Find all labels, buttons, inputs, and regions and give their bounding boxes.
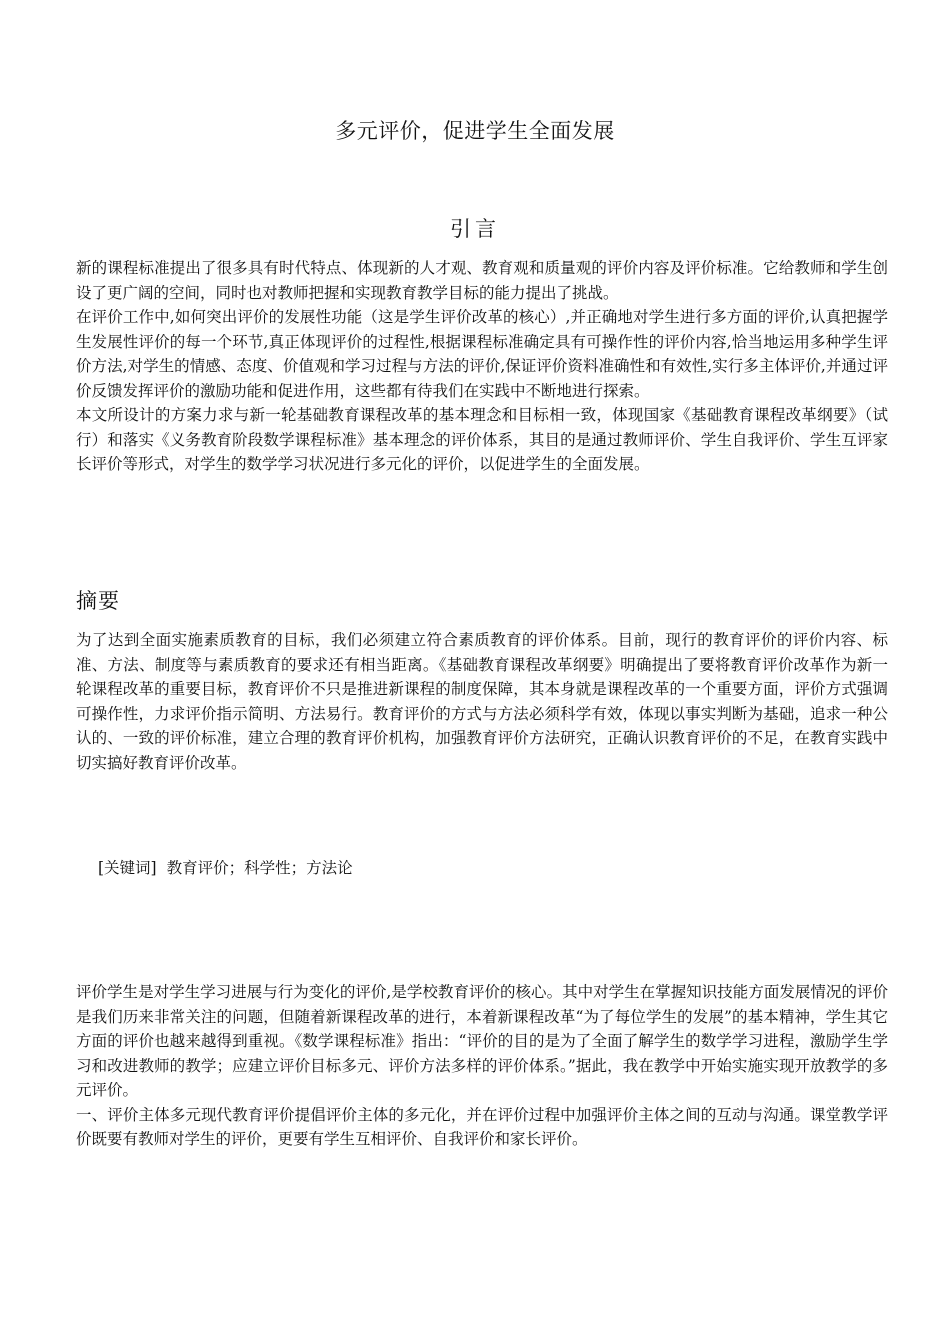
keywords-value: 教育评价；科学性；方法论 [166,859,353,877]
introduction-body [76,256,888,477]
document-title: 多元评价，促进学生全面发展 [335,119,615,143]
introduction-paragraph: 本文所设计的方案力求与新一轮基础教育课程改革的基本理念和目标相一致，体现国家《基础教育课程改革纲要》（试行）和落实《义务教育阶段数学课程标准》基本理念的评价体系，其目的是通过教师评价、学生自我评价、学生互评家长评价等形式，对学生的数学学习状况进行多元化的评价，以促进学生的全面发展。 [76,406,888,473]
keywords-label: [关键词] [98,859,157,877]
keywords-line [98,856,353,880]
introduction-heading: 引言 [450,217,500,241]
introduction-paragraph: 新的课程标准提出了很多具有时代特点、体现新的人才观、教育观和质量观的评价内容及评价标准。它给教师和学生创设了更广阔的空间，同时也对教师把握和实现教育教学目标的能力提出了挑战。 [76,259,888,302]
abstract-heading: 摘要 [76,589,120,613]
abstract-paragraph: 为了达到全面实施素质教育的目标，我们必须建立符合素质教育的评价体系。目前，现行的教育评价的评价内容、标准、方法、制度等与素质教育的要求还有相当距离。《基础教育课程改革纲要》明确提出了要将教育评价改革作为新一轮课程改革的重要目标，教育评价不只是推进新课程的制度保障，其本身就是课程改革的一个重要方面，评价方式强调可操作性，力求评价指示简明、方法易行。教育评价的方式与方法必须科学有效，体现以事实判断为基础，追求一种公认的、一致的评价标准，建立合理的教育评价机构，加强教育评价方法研究，正确认识教育评价的不足，在教育实践中切实搞好教育评价改革。 [76,631,888,772]
main-body [76,980,888,1152]
abstract-body [76,628,888,775]
body-paragraph: 一、评价主体多元现代教育评价提倡评价主体的多元化，并在评价过程中加强评价主体之间的互动与沟通。课堂教学评价既要有教师对学生的评价，更要有学生互相评价、自我评价和家长评价。 [76,1105,888,1148]
body-paragraph: 评价学生是对学生学习进展与行为变化的评价,是学校教育评价的核心。其中对学生在掌握知识技能方面发展情况的评价是我们历来非常关注的问题，但随着新课程改革的进行，本着新课程改革“为了每位学生的发展”的基本精神，学生其它方面的评价也越来越得到重视。《数学课程标准》指出：“评价的目的是为了全面了解学生的数学学习进程，激励学生学习和改进教师的教学；应建立评价目标多元、评价方法多样的评价体系。”据此，我在教学中开始实施实现开放教学的多元评价。 [76,983,888,1099]
introduction-paragraph: 在评价工作中,如何突出评价的发展性功能（这是学生评价改革的核心）,并正确地对学生进行多方面的评价,认真把握学生发展性评价的每一个环节,真正体现评价的过程性,根据课程标准确定具有可操作性的评价内容,恰当地运用多种学生评价方法,对学生的情感、态度、价值观和学习过程与方法的评价,保证评价资料准确性和有效性,实行多主体评价,并通过评价反馈发挥评价的激励功能和促进作用，这些都有待我们在实践中不断地进行探索。 [76,308,888,400]
